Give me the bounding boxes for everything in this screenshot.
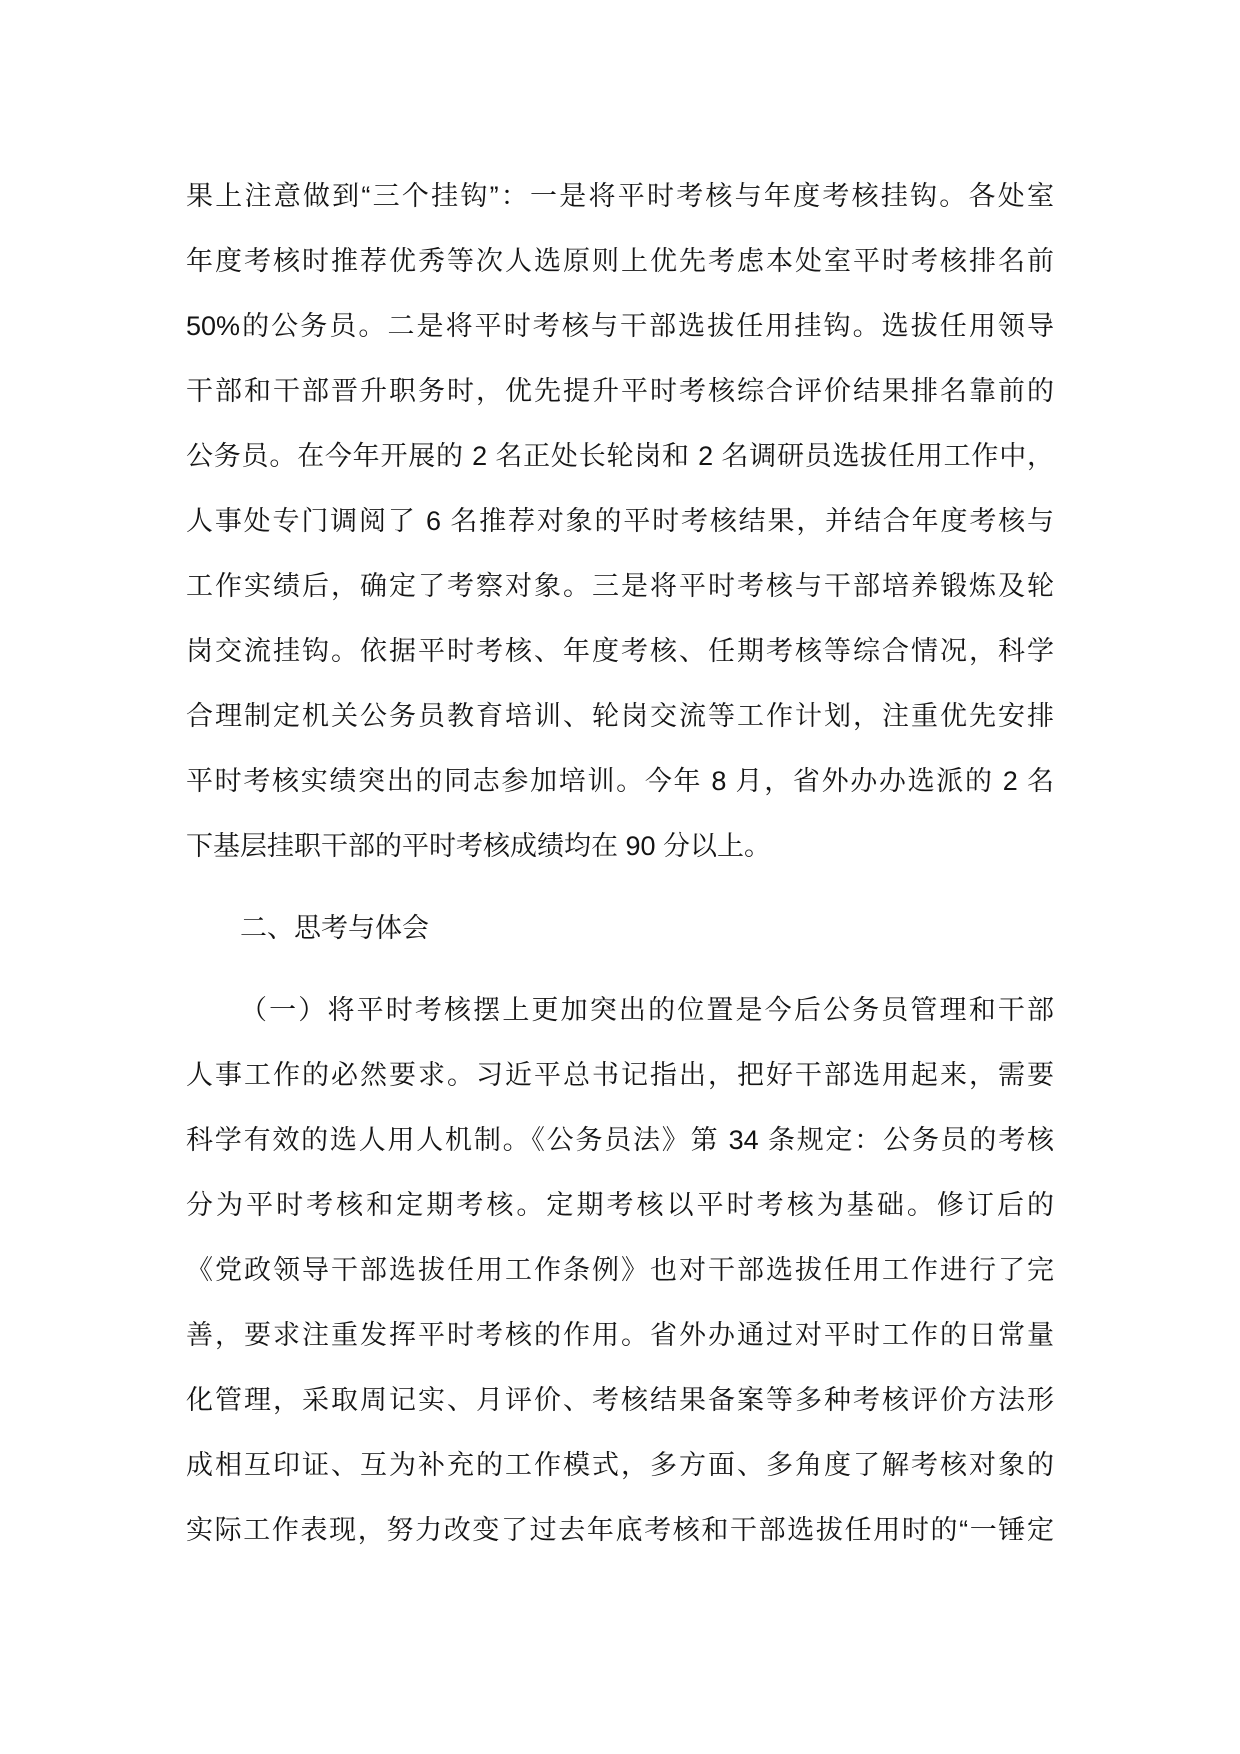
text-line: 平时考核实绩突出的同志参加培训。今年 8 月，省外办办选派的 2 名 [186, 766, 1054, 796]
text-line: 人事处专门调阅了 6 名推荐对象的平时考核结果，并结合年度考核与 [186, 506, 1054, 536]
text-line: 实际工作表现，努力改变了过去年底考核和干部选拔任用时的“一锤定 [186, 1515, 1054, 1545]
text-line: 50%的公务员。二是将平时考核与干部选拔任用挂钩。选拔任用领导 [186, 311, 1054, 341]
paragraph-point-one [186, 978, 1054, 1563]
text-line: 《党政领导干部选拔任用工作条例》也对干部选拔任用工作进行了完 [186, 1255, 1054, 1285]
text-line: 善，要求注重发挥平时考核的作用。省外办通过对平时工作的日常量 [186, 1320, 1054, 1350]
text-line: 人事工作的必然要求。习近平总书记指出，把好干部选用起来，需要 [186, 1060, 1054, 1090]
text-line: 果上注意做到“三个挂钩”：一是将平时考核与年度考核挂钩。各处室 [186, 181, 1054, 211]
section-heading: 二、思考与体会 [240, 913, 429, 943]
text-line: 干部和干部晋升职务时，优先提升平时考核综合评价结果排名靠前的 [186, 376, 1054, 406]
text-line: 科学有效的选人用人机制。《公务员法》第 34 条规定：公务员的考核 [186, 1125, 1054, 1155]
text-line: 年度考核时推荐优秀等次人选原则上优先考虑本处室平时考核排名前 [186, 246, 1054, 276]
text-line: 合理制定机关公务员教育培训、轮岗交流等工作计划，注重优先安排 [186, 701, 1054, 731]
text-line: （一）将平时考核摆上更加突出的位置是今后公务员管理和干部 [240, 995, 1054, 1025]
text-line: 成相互印证、互为补充的工作模式，多方面、多角度了解考核对象的 [186, 1450, 1054, 1480]
text-line: 工作实绩后，确定了考察对象。三是将平时考核与干部培养锻炼及轮 [186, 571, 1054, 601]
paragraph-continuation [186, 164, 1054, 879]
text-line: 化管理，采取周记实、月评价、考核结果备案等多种考核评价方法形 [186, 1385, 1054, 1415]
text-line: 岗交流挂钩。依据平时考核、年度考核、任期考核等综合情况，科学 [186, 636, 1054, 666]
text-line: 下基层挂职干部的平时考核成绩均在 90 分以上。 [186, 831, 772, 861]
text-line: 公务员。在今年开展的 2 名正处长轮岗和 2 名调研员选拔任用工作中， [186, 441, 1054, 471]
text-line: 分为平时考核和定期考核。定期考核以平时考核为基础。修订后的 [186, 1190, 1054, 1220]
